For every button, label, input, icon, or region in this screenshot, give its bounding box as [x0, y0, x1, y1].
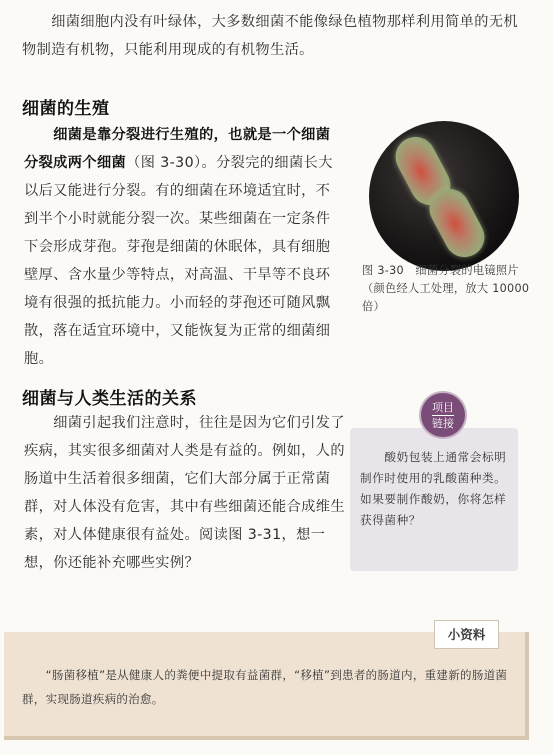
project-link-text: 酸奶包装上通常会标明制作时使用的乳酸菌种类。如果要制作酸奶，你将怎样获得菌种？	[360, 450, 507, 527]
bacteria-division-photo	[369, 121, 519, 271]
badge-line-2: 链接	[432, 416, 454, 430]
figure-caption: 图 3-30 细菌分裂的电镜照片（颜色经人工处理，放大 10000 倍）	[362, 264, 530, 313]
human-life-paragraph: 细菌引起我们注意时，往往是因为它们引发了疾病，其实很多细菌对人类是有益的。例如，人的肠道中生活着很多细菌，它们大部分属于正常菌群，对人体没有危害，其中有些细菌还能合成维生素，对人体健康很有益处。阅读图 3-31，想一想，你还能补充哪些实例？	[24, 415, 345, 571]
info-text: “肠菌移植”是从健康人的粪便中提取有益菌群，“移植”到患者的肠道内，重建新的肠道菌群，实现肠道疾病的治愈。	[22, 668, 508, 706]
reproduction-bold-lead: 细菌是靠分裂进行生殖的，也就是一个细菌分裂成两个细菌	[24, 127, 331, 171]
info-tag: 小资料	[434, 620, 499, 649]
intro-paragraph: 细菌细胞内没有叶绿体，大多数细菌不能像绿色植物那样利用简单的无机物制造有机物，只能利用现成的有机物生活。	[22, 14, 518, 58]
reproduction-paragraph	[24, 121, 342, 373]
section-heading-reproduction: 细菌的生殖	[22, 99, 110, 119]
project-link-badge	[421, 393, 465, 437]
section-heading-human-life: 细菌与人类生活的关系	[22, 389, 197, 409]
badge-line-1: 项目	[432, 400, 454, 414]
reproduction-body: （图 3-30）。分裂完的细菌长大以后又能进行分裂。有的细菌在环境适宜时，不到半个小时就能分裂一次。某些细菌在一定条件下会形成芽孢。芽孢是细菌的休眠体，具有细胞壁厚、含水量少等特点，对高温、干旱等不良环境有很强的抵抗能力。小而轻的芽孢还可随风飘散，落在适宜环境中，又能恢复为正常的细菌细胞。	[24, 155, 333, 367]
